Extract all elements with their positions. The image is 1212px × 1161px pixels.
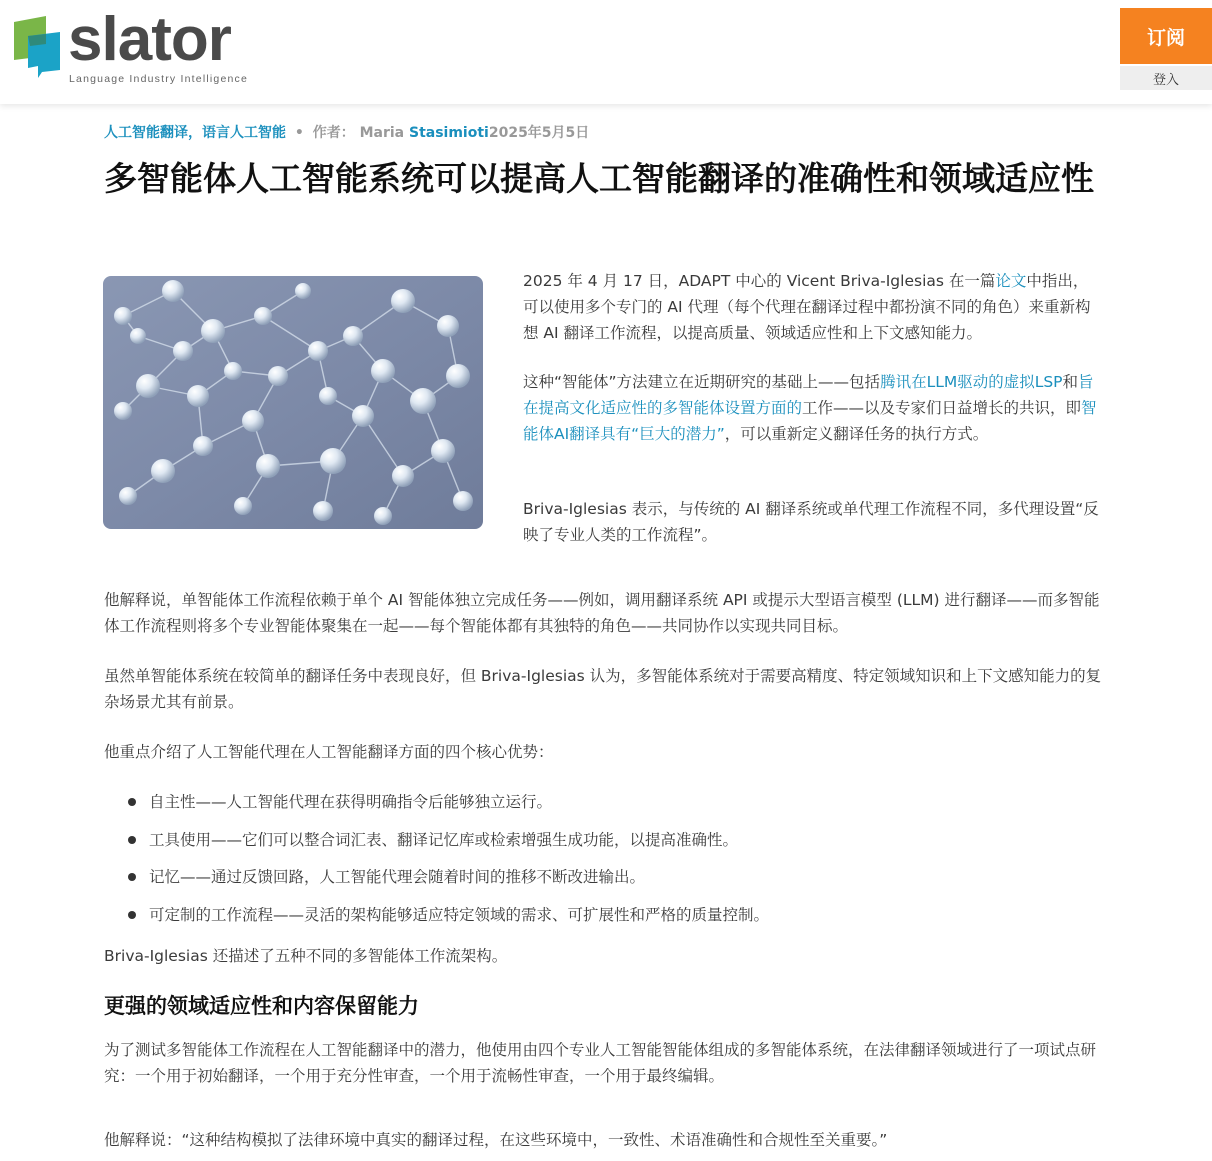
- paragraph-five-architectures: Briva-Iglesias 还描述了五种不同的多智能体工作流架构。: [104, 947, 508, 965]
- paper-link[interactable]: 论文: [995, 272, 1027, 290]
- slator-logo-mark-icon: [12, 14, 62, 78]
- logo-tagline: Language Industry Intelligence: [69, 73, 249, 85]
- paragraph-workflow: Briva-Iglesias 表示，与传统的 AI 翻译系统或单代理工作流程不同，多代理设置“反映了专业人类的工作流程”。: [523, 500, 1099, 544]
- author-first-name[interactable]: Maria: [359, 125, 405, 141]
- molecular-network-illustration: [103, 276, 483, 529]
- bullet-dot-icon: [128, 873, 136, 881]
- agentic-text-1: 这种“智能体”方法建立在近期研究的基础上——包括: [523, 373, 881, 391]
- list-item-text: 记忆——通过反馈回路，人工智能代理会随着时间的推移不断改进输出。: [149, 868, 646, 886]
- meta-separator: •: [294, 125, 304, 141]
- list-item: [104, 826, 1104, 864]
- paragraph-core-advantages: 他重点介绍了人工智能代理在人工智能翻译方面的四个核心优势：: [104, 743, 554, 761]
- site-header: [0, 0, 1212, 104]
- intro-text-start: 2025 年 4 月 17 日，ADAPT 中心的 Vicent Briva-Iglesias 在一篇: [523, 272, 996, 290]
- login-button[interactable]: 登入: [1120, 66, 1212, 90]
- publish-date: 2025年5月5日: [488, 125, 590, 141]
- agentic-text-3: 工作——以及专家们日益增长的共识，即: [802, 399, 1082, 417]
- list-item-text: 自主性——人工智能代理在获得明确指令后能够独立运行。: [149, 793, 553, 811]
- paragraph-single-vs-multi: 他解释说，单智能体工作流程依赖于单个 AI 智能体独立完成任务——例如，调用翻译系统 API 或提示大型语言模型 (LLM) 进行翻译——而多智能体工作流程则将多个专业智能体聚集在一起——每个智能体都有其独特的角色——共同协作以实现共同目标。: [104, 591, 1100, 635]
- paragraph-complex-scenarios: 虽然单智能体系统在较简单的翻译任务中表现良好，但 Briva-Iglesias 认为，多智能体系统对于需要高精度、特定领域知识和上下文感知能力的复杂场景尤其有前景。: [104, 667, 1102, 711]
- slator-logo[interactable]: [12, 5, 272, 88]
- hero-image: [103, 276, 483, 529]
- list-item: [104, 788, 1104, 826]
- section-heading: 更强的领域适应性和内容保留能力: [104, 994, 419, 1018]
- list-item-text: 工具使用——它们可以整合词汇表、翻译记忆库或检索增强生成功能，以提高准确性。: [149, 830, 739, 849]
- category-links[interactable]: 人工智能翻译，语言人工智能: [104, 125, 286, 141]
- paragraph-quote: 他解释说：“这种结构模拟了法律环境中真实的翻译过程，在这些环境中，一致性、术语准确性和合规性至关重要。”: [104, 1131, 888, 1149]
- bullet-dot-icon: [128, 798, 136, 806]
- tencent-lsp-link[interactable]: 腾讯在LLM驱动的虚拟LSP: [880, 373, 1063, 391]
- logo-wordmark: slator: [68, 5, 231, 74]
- bullet-dot-icon: [128, 911, 136, 919]
- huge-potential-link[interactable]: 智能体AI翻译具有“巨大的潜力”: [523, 399, 1097, 443]
- agentic-text-2: 和: [1062, 373, 1079, 391]
- list-item: [104, 863, 1104, 901]
- list-item-text: 可定制的工作流程——灵活的架构能够适应特定领域的需求、可扩展性和严格的质量控制。: [149, 905, 770, 924]
- intro-text-end: 中指出，可以使用多个专门的 AI 代理（每个代理在翻译过程中都扮演不同的角色）来重新构想 AI 翻译工作流程，以提高质量、领域适应性和上下文感知能力。: [523, 272, 1091, 342]
- paragraph-pilot-study: 为了测试多智能体工作流程在人工智能翻译中的潜力，他使用由四个专业人工智能智能体组成的多智能体系统，在法律翻译领域进行了一项试点研究：一个用于初始翻译，一个用于充分性审查，一个用于流畅性审查，一个用于最终编辑。: [104, 1041, 1097, 1085]
- author-last-name[interactable]: Stasimioti: [408, 125, 489, 141]
- paragraph-intro: [523, 268, 1103, 346]
- subscribe-button[interactable]: 订阅: [1120, 8, 1212, 64]
- agentic-text-4: ，可以重新定义翻译任务的执行方式。: [724, 425, 989, 443]
- article-title: 多智能体人工智能系统可以提高人工智能翻译的准确性和领域适应性: [104, 159, 1094, 198]
- paragraph-agentic: [523, 369, 1103, 447]
- article-meta: [104, 122, 589, 142]
- author-prefix: 作者：: [312, 125, 355, 141]
- cultural-adaptation-link[interactable]: 旨在提高文化适应性的多智能体设置方面的: [523, 373, 1094, 417]
- advantages-list: [104, 788, 1104, 938]
- bullet-dot-icon: [128, 836, 136, 844]
- list-item: [104, 901, 1104, 939]
